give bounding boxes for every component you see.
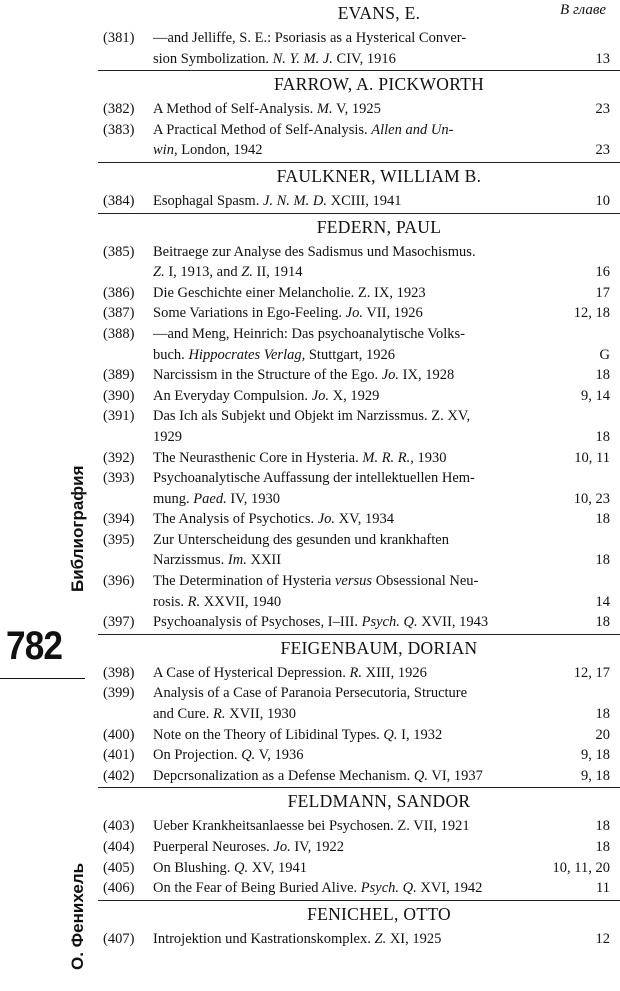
bibliography-entry	[98, 468, 620, 509]
entry-line	[98, 365, 620, 386]
entry-number: (388)	[103, 325, 135, 342]
italic-segment: Q.	[241, 747, 256, 764]
bibliography-list	[98, 0, 620, 950]
italic-segment: Q.	[413, 767, 429, 784]
chapter-refs: 18	[595, 614, 610, 631]
text-segment: Puerperal Neuroses.	[153, 839, 274, 855]
entry-line	[98, 725, 620, 746]
text-segment: Beitraege zur Analyse des Sadismus und Masochismus.	[153, 243, 476, 260]
chapter-refs: 10, 23	[573, 490, 610, 507]
text-segment: Analysis of a Case of Paranoia Persecutoria, Structure	[153, 685, 468, 702]
entry-line	[98, 242, 620, 263]
text-segment: VII, 1926	[362, 305, 423, 322]
entry-line	[98, 663, 620, 684]
italic-segment: Jo.	[381, 367, 400, 384]
entry-number: (405)	[103, 859, 135, 876]
entry-line	[98, 448, 620, 469]
italic-segment: Jo.	[273, 839, 291, 855]
chapter-refs: 18	[595, 818, 610, 835]
italic-segment: N. Y. M. J.	[272, 50, 333, 67]
entry-line	[98, 550, 620, 571]
text-segment: An Everyday Compulsion.	[153, 387, 312, 404]
entry-line	[98, 406, 620, 427]
chapter-refs: 16	[595, 264, 610, 281]
entry-number: (381)	[103, 30, 135, 46]
entry-line	[98, 704, 620, 725]
italic-segment: versus	[335, 573, 373, 590]
bibliography-entry	[98, 766, 620, 787]
text-segment: —and Meng, Heinrich: Das psychoanalytische Volks-	[153, 325, 465, 342]
entry-text	[153, 571, 478, 592]
entry-text	[153, 49, 396, 70]
chapter-refs: 18	[595, 428, 610, 445]
entry-text	[153, 612, 488, 633]
entry-text	[153, 725, 442, 746]
text-segment: —and Jelliffe, S. E.: Psoriasis as a Hysterical Conver-	[153, 30, 467, 46]
entry-text	[153, 745, 304, 766]
text-segment: Die Geschichte einer Melancholie. Z. IX, 1923	[153, 284, 426, 301]
chapter-refs: 17	[595, 284, 610, 301]
entry-number: (392)	[103, 449, 135, 466]
text-segment: A Case of Hysterical Depression.	[153, 664, 350, 681]
bibliography-entry	[98, 837, 620, 858]
text-segment: V, 1936	[255, 747, 304, 764]
text-segment: VI, 1937	[428, 767, 483, 784]
author-heading: FARROW, A. PICKWORTH	[273, 74, 485, 95]
entry-line	[98, 386, 620, 407]
text-segment: XXII	[246, 552, 282, 569]
text-segment: IX, 1928	[399, 367, 455, 384]
entry-text	[153, 303, 423, 324]
entry-text	[153, 468, 475, 489]
chapter-refs: 9, 18	[581, 747, 610, 764]
text-segment: I, 1932	[397, 726, 443, 743]
text-segment: Narzissmus.	[153, 552, 228, 569]
entry-line	[98, 99, 620, 120]
bibliography-entry	[98, 324, 620, 365]
entry-text	[153, 28, 466, 49]
entry-number: (402)	[103, 767, 135, 784]
entry-text	[153, 324, 465, 345]
bibliography-entry	[98, 663, 620, 684]
entry-number: (391)	[103, 408, 135, 425]
margin-sidebar	[0, 0, 92, 991]
text-segment: Narcissism in the Structure of the Ego.	[153, 367, 382, 384]
entry-number: (406)	[103, 880, 135, 897]
bibliography-entry	[98, 303, 620, 324]
bibliography-entry	[98, 745, 620, 766]
entry-list	[98, 189, 620, 213]
bibliography-entry	[98, 612, 620, 633]
entry-text	[153, 262, 302, 283]
italic-segment: Psych. Q.	[360, 880, 417, 897]
entry-line	[98, 262, 620, 283]
chapter-refs: 9, 18	[581, 767, 610, 784]
entry-text	[153, 365, 454, 386]
entry-list	[98, 240, 620, 634]
bibliography-entry	[98, 406, 620, 447]
entry-number: (400)	[103, 726, 135, 743]
text-segment: Introjektion und Kastrationskomplex.	[153, 930, 375, 947]
text-segment: A Practical Method of Self-Analysis.	[153, 121, 372, 138]
author-section	[98, 213, 620, 634]
chapter-refs: 23	[595, 142, 610, 159]
italic-segment: Z.	[374, 930, 387, 947]
text-segment: On the Fear of Being Buried Alive.	[153, 880, 361, 897]
chapter-refs: 18	[595, 552, 610, 569]
entry-text	[153, 509, 394, 530]
entry-text	[153, 704, 296, 725]
text-segment: Note on the Theory of Libidinal Types.	[153, 726, 384, 743]
text-segment: 1929	[153, 428, 182, 445]
chapter-refs: 23	[595, 101, 610, 118]
italic-segment: Q.	[233, 859, 249, 876]
entry-line	[98, 571, 620, 592]
entry-line	[98, 49, 620, 70]
entry-line	[98, 530, 620, 551]
bibliography-entry	[98, 386, 620, 407]
bibliography-entry	[98, 242, 620, 283]
bibliography-entry	[98, 683, 620, 724]
entry-text	[153, 191, 402, 212]
author-section	[98, 634, 620, 788]
entry-text	[153, 427, 182, 448]
text-segment: IV, 1930	[226, 490, 281, 507]
entry-line	[98, 878, 620, 899]
entry-number: (403)	[103, 818, 135, 835]
entry-list	[98, 814, 620, 899]
entry-line	[98, 120, 620, 141]
entry-text	[153, 530, 449, 551]
bibliography-entry	[98, 28, 620, 69]
entry-number: (393)	[103, 470, 135, 487]
entry-number: (401)	[103, 747, 135, 764]
entry-number: (385)	[103, 243, 135, 260]
chapter-column-label: В главе	[560, 2, 606, 18]
italic-segment: J. N. M. D.	[262, 192, 327, 209]
entry-text	[153, 550, 281, 571]
italic-segment: R.	[213, 706, 226, 723]
text-segment: Esophagal Spasm.	[153, 192, 263, 209]
text-segment: Some Variations in Ego-Feeling.	[153, 305, 346, 322]
text-segment: sion Symbolization.	[153, 50, 273, 67]
entry-text	[153, 816, 470, 837]
entry-number: (390)	[103, 387, 135, 404]
text-segment: The Neurasthenic Core in Hysteria.	[153, 449, 363, 466]
italic-segment: Psych. Q.	[361, 614, 418, 631]
chapter-refs: 18	[595, 839, 610, 855]
italic-segment: Hippocrates Verlag,	[188, 346, 306, 363]
chapter-refs: 18	[595, 367, 610, 384]
bibliography-entry	[98, 448, 620, 469]
text-segment: XI, 1925	[386, 930, 442, 947]
entry-text	[153, 592, 281, 613]
entry-text	[153, 929, 441, 950]
book-author: О. Фенихель	[68, 862, 87, 970]
entry-text	[153, 406, 470, 427]
entry-number: (387)	[103, 305, 135, 322]
bibliography-entry	[98, 283, 620, 304]
entry-line	[98, 489, 620, 510]
italic-segment: Jo.	[317, 511, 336, 528]
italic-segment: M.	[316, 101, 333, 118]
entry-line	[98, 929, 620, 950]
chapter-refs: 9, 14	[581, 387, 610, 404]
author-section	[98, 787, 620, 899]
entry-number: (389)	[103, 367, 135, 384]
entry-line	[98, 683, 620, 704]
entry-text	[153, 837, 344, 858]
author-section	[98, 70, 620, 162]
bibliography-entry	[98, 858, 620, 879]
text-segment: II, 1914	[252, 264, 303, 281]
bibliography-entry	[98, 509, 620, 530]
author-section	[98, 162, 620, 213]
entry-line	[98, 28, 620, 49]
entry-text	[153, 242, 476, 263]
text-segment: XVI, 1942	[416, 880, 483, 897]
entry-text	[153, 99, 381, 120]
entry-text	[153, 140, 263, 161]
text-segment: The Determination of Hysteria	[153, 573, 335, 590]
entry-line	[98, 766, 620, 787]
text-segment: On Projection.	[153, 747, 242, 764]
entry-line	[98, 858, 620, 879]
chapter-refs: 10, 11, 20	[552, 859, 610, 876]
entry-number: (395)	[103, 531, 135, 548]
entry-number: (404)	[103, 839, 135, 855]
italic-segment: Z.	[241, 264, 253, 281]
text-segment: mung.	[153, 490, 194, 507]
page-number: 782	[6, 624, 63, 668]
entry-text	[153, 386, 379, 407]
author-heading: FAULKNER, WILLIAM B.	[276, 165, 482, 186]
text-segment: Psychoanalysis of Psychoses, I–III.	[153, 614, 362, 631]
chapter-refs: 14	[595, 593, 610, 610]
chapter-refs: 12, 18	[573, 305, 610, 322]
text-segment: Zur Unterscheidung des gesunden und krankhaften	[153, 531, 449, 548]
text-segment: Das Ich als Subjekt und Objekt im Narzissmus. Z. XV,	[153, 408, 471, 425]
text-segment: The Analysis of Psychotics.	[153, 511, 318, 528]
bibliography-entry	[98, 120, 620, 161]
entry-text	[153, 766, 483, 787]
entry-line	[98, 191, 620, 212]
text-segment: Obsessional Neu-	[372, 573, 479, 590]
bibliography-entry	[98, 191, 620, 212]
italic-segment: Z.	[153, 264, 165, 281]
running-title: Библиография	[68, 465, 87, 592]
bibliography-entry	[98, 725, 620, 746]
text-segment: and Cure.	[153, 706, 213, 723]
entry-line	[98, 427, 620, 448]
text-segment: Stuttgart, 1926	[305, 346, 396, 363]
entry-text	[153, 489, 280, 510]
chapter-refs: 10	[595, 192, 610, 209]
italic-segment: Q.	[383, 726, 398, 743]
entry-number: (398)	[103, 664, 135, 681]
entry-line	[98, 509, 620, 530]
text-segment: On Blushing.	[153, 859, 234, 876]
text-segment: A Method of Self-Analysis.	[153, 101, 317, 118]
italic-segment: Im.	[227, 552, 247, 569]
author-heading: EVANS, E.	[337, 3, 421, 23]
text-segment: 1930	[413, 449, 447, 466]
author-heading: FEDERN, PAUL	[316, 216, 442, 237]
bibliography-entry	[98, 929, 620, 950]
entry-line	[98, 745, 620, 766]
entry-text	[153, 345, 395, 366]
italic-segment: win,	[153, 142, 178, 159]
text-segment: Ueber Krankheitsanlaesse bei Psychosen. Z. VII, 1921	[153, 818, 470, 835]
entry-number: (382)	[103, 101, 135, 118]
chapter-refs: 12, 17	[573, 664, 610, 681]
text-segment: V, 1925	[332, 101, 381, 118]
text-segment: IV, 1922	[290, 839, 345, 855]
chapter-refs: 20	[595, 726, 610, 743]
text-segment: buch.	[153, 346, 189, 363]
chapter-refs: G	[599, 346, 610, 363]
entry-line	[98, 837, 620, 858]
bibliography-entry	[98, 571, 620, 612]
entry-text	[153, 448, 447, 469]
chapter-refs: 10, 11	[574, 449, 610, 466]
text-segment: XV, 1934	[335, 511, 394, 528]
bibliography-entry	[98, 530, 620, 571]
bibliography-entry	[98, 878, 620, 899]
entry-line	[98, 303, 620, 324]
italic-segment: R.	[187, 593, 201, 610]
chapter-refs: 13	[595, 50, 610, 67]
bibliography-entry	[98, 99, 620, 120]
bibliography-entry	[98, 816, 620, 837]
entry-number: (399)	[103, 685, 135, 702]
text-segment: I, 1913, and	[164, 264, 242, 281]
entry-list	[98, 26, 620, 70]
chapter-refs: 11	[596, 880, 610, 897]
text-segment: XCIII, 1941	[327, 192, 402, 209]
entry-line	[98, 140, 620, 161]
entry-number: (384)	[103, 192, 135, 209]
entry-number: (407)	[103, 930, 135, 947]
text-segment: CIV, 1916	[332, 50, 396, 67]
author-heading: FEIGENBAUM, DORIAN	[280, 637, 478, 658]
italic-segment: Jo.	[311, 387, 329, 404]
chapter-refs: 18	[595, 511, 610, 528]
entry-text	[153, 663, 427, 684]
entry-line	[98, 612, 620, 633]
entry-line	[98, 283, 620, 304]
entry-text	[153, 683, 467, 704]
text-segment: X, 1929	[329, 387, 380, 404]
entry-list	[98, 97, 620, 162]
entry-line	[98, 592, 620, 613]
chapter-refs: 18	[595, 706, 610, 723]
entry-number: (383)	[103, 121, 135, 138]
italic-segment: M. R. R.,	[362, 449, 414, 466]
entry-number: (394)	[103, 511, 135, 528]
author-heading: FENICHEL, OTTO	[307, 903, 451, 924]
entry-text	[153, 120, 453, 141]
text-segment: Depcrsonalization as a Defense Mechanism.	[153, 767, 414, 784]
entry-text	[153, 878, 482, 899]
text-segment: XV, 1941	[248, 859, 308, 876]
entry-text	[153, 858, 307, 879]
text-segment: XVII, 1930	[225, 706, 296, 723]
entry-line	[98, 324, 620, 345]
author-section	[98, 900, 620, 951]
italic-segment: Allen and Un-	[371, 121, 454, 138]
entry-number: (386)	[103, 284, 135, 301]
entry-line	[98, 468, 620, 489]
text-segment: XVII, 1943	[417, 614, 489, 631]
author-heading: FELDMANN, SANDOR	[287, 791, 471, 812]
entry-number: (396)	[103, 573, 135, 590]
text-segment: Psychoanalytische Auffassung der intellektuellen Hem-	[153, 470, 475, 487]
entry-number: (397)	[103, 614, 135, 631]
entry-line	[98, 816, 620, 837]
entry-line	[98, 345, 620, 366]
italic-segment: R.	[349, 664, 362, 681]
chapter-refs: 12	[595, 930, 610, 947]
italic-segment: Paed.	[193, 490, 227, 507]
page-number-rule	[0, 678, 85, 679]
text-segment: XXVII, 1940	[200, 593, 282, 610]
bibliography-entry	[98, 365, 620, 386]
entry-list	[98, 661, 620, 788]
text-segment: London, 1942	[177, 142, 263, 159]
text-segment: rosis.	[153, 593, 188, 610]
text-segment: XIII, 1926	[362, 664, 427, 681]
italic-segment: Jo.	[345, 305, 363, 322]
author-section	[98, 0, 620, 70]
entry-list	[98, 927, 620, 951]
entry-text	[153, 283, 426, 304]
